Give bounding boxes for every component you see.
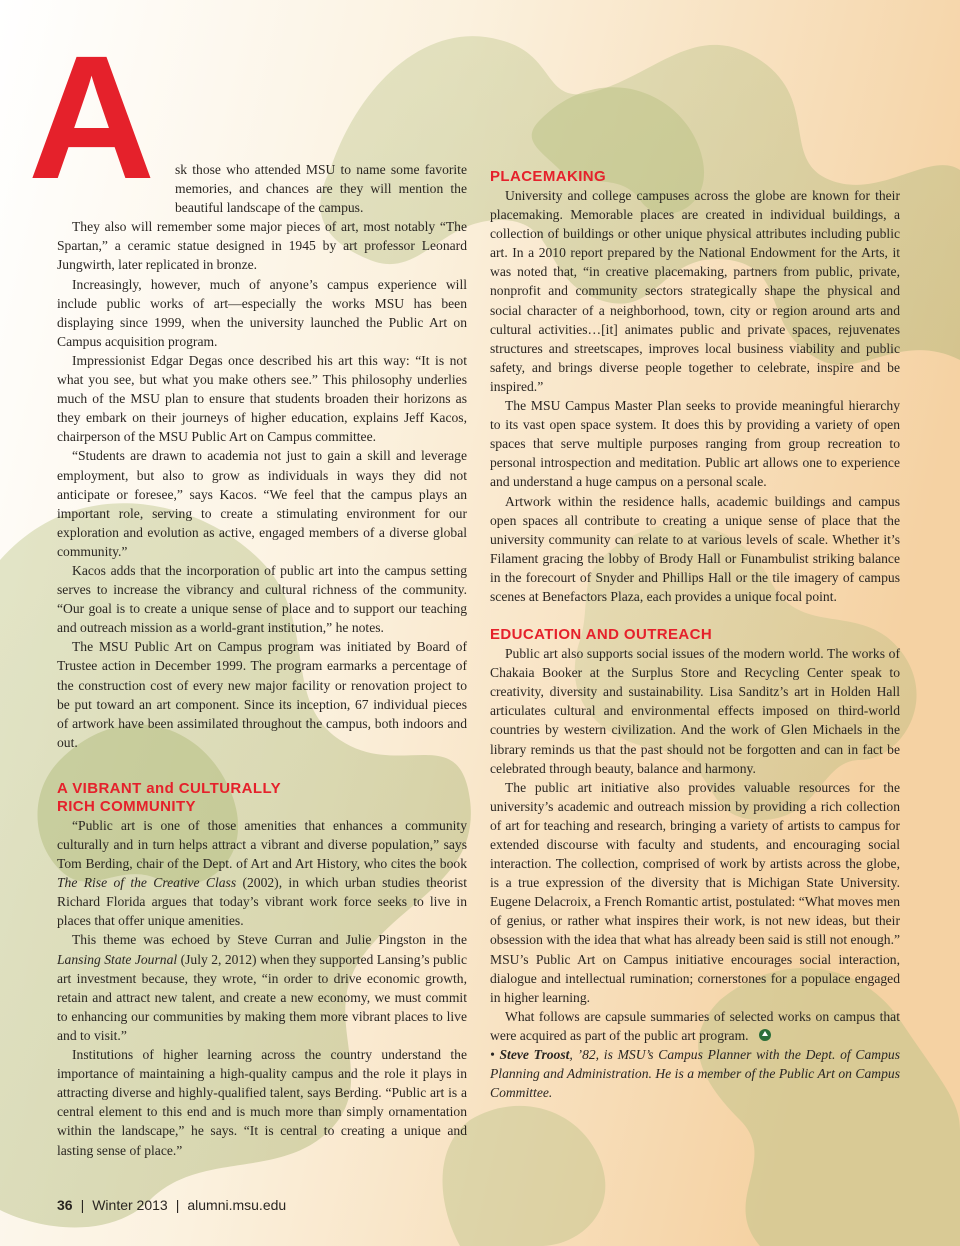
paragraph-text: What follows are capsule summaries of selected works on campus that were acquired as part of the public art program. bbox=[490, 1008, 900, 1043]
paragraph-text: (July 2, 2012) when they supported Lansing’s public art investment because, they wrote, “in order to drive economic growth, retain and attract new talent, and create a new economy, we must commit to enhancing our communities by making them more vibrant places to live and to visit.” bbox=[57, 951, 467, 1043]
body-paragraph: University and college campuses across the globe are known for their placemaking. Memorable places are created in individual buildings, a collection of buildings or other unique physical attributes including public art. In a 2010 report prepared by the National Endowment for the Arts, it was noted that, “in creative placemaking, partners from public, private, nonprofit and community sectors strategically shape the physical and social character of a neighborhood, town, city or region around arts and cultural activities…[it] animates public and private spaces, rejuvenates structures and streetscapes, improves local business viability and public safety, and brings diverse people together to celebrate, inspire and be inspired.” bbox=[490, 188, 900, 394]
body-paragraph: They also will remember some major pieces of art, most notably “The Spartan,” a ceramic statue designed in 1945 by art professor Leonard Jungwirth, later replicated in bronze. bbox=[57, 219, 467, 273]
body-paragraph bbox=[490, 1007, 900, 1045]
website-link[interactable]: alumni.msu.edu bbox=[187, 1197, 287, 1213]
body-paragraph: Impressionist Edgar Degas once described his art this way: “It is not what you see, but what you make others see.” This philosophy underlies much of the MSU plan to ensure that students broaden their horizons as they embark on their journeys of higher education, explains Jeff Kacos, chairperson of the MSU Public Art on Campus committee. bbox=[57, 352, 467, 445]
body-paragraph: The MSU Campus Master Plan seeks to provide meaningful hierarchy to its vast open space system. It does this by providing a variety of open spaces that serve multiple purposes ranging from group recreation to personal introspection and meditation. Public art allows one to experience and understand a huge campus on a personal scale. bbox=[490, 398, 900, 490]
section-heading-placemaking: PLACEMAKING bbox=[490, 168, 607, 185]
body-paragraph: Institutions of higher learning across the country understand the importance of maintaining a high-quality campus and the role it plays in attracting diverse and highly-qualified talent, says Berding. “Public art is a central element to this end and is much more than simply ornamentation within the landscape,” he says. “It is central to creating a unique and lasting sense of place.” bbox=[57, 1047, 467, 1158]
author-name: Steve Troost bbox=[499, 1047, 570, 1063]
body-paragraph: Kacos adds that the incorporation of public art into the campus setting serves to increase the vibrancy and cultural richness of the community. “Our goal is to create a unique sense of place and to support our teaching and outreach mission as a world-grant institution,” he notes. bbox=[57, 562, 467, 636]
spartan-helmet-icon bbox=[759, 1029, 771, 1041]
footer-separator: | bbox=[80, 1197, 85, 1213]
author-bio bbox=[490, 1045, 900, 1102]
body-paragraph: The public art initiative also provides valuable resources for the university’s academic and outreach mission by providing a rich collection of art for teaching and research, bringing a variety of artists to campus for extended discourse with faculty and students, and encouraging social interaction. The collection, comprised of work by artists across the globe, is a true expression of the diversity that is Michigan State University. Eugene Delacroix, a French Romantic artist, postulated: “What moves men of genius, or rather what inspires their work, is not new ideas, but their obsession with the idea that what has already been said is still not enough.” MSU’s Public Art on Campus initiative encourages social interaction, dialogue and intellectual rumination; cornerstones for a populace engaged in higher learning. bbox=[490, 779, 900, 1005]
bio-text: , ’82, is MSU’s Campus Planner with the Dept. of Campus Planning and Administration. He is a member of the Public Art on Campus Committee. bbox=[490, 1047, 900, 1101]
section-heading-line: A VIBRANT and CULTURALLY bbox=[57, 779, 282, 797]
section-heading-vibrant bbox=[57, 780, 467, 816]
section-heading-education: EDUCATION AND OUTREACH bbox=[490, 626, 713, 644]
bio-bullet: • bbox=[490, 1047, 495, 1063]
book-title: The Rise of the Creative Class bbox=[57, 875, 237, 891]
drop-cap-letter: A bbox=[28, 20, 156, 216]
footer-separator: | bbox=[175, 1197, 180, 1213]
body-paragraph: Increasingly, however, much of anyone’s campus experience will include public works of art—especially the works MSU has been displaying since 1999, when the university launched the Public Art on Campus acquisition program. bbox=[57, 276, 467, 349]
left-column bbox=[57, 160, 467, 1160]
body-paragraph bbox=[57, 930, 467, 1045]
page-number: 36 bbox=[57, 1197, 73, 1213]
body-paragraph: The MSU Public Art on Campus program was initiated by Board of Trustee action in December 1999. The program earmarks a percentage of the construction cost of every new major facility or renovation project to be put toward an art component. Since its inception, 67 individual pieces of artwork have been assimilated throughout the campus, both indoors and out. bbox=[57, 639, 467, 750]
body-paragraph: Public art also supports social issues of the modern world. The works of Chakaia Booker at the Surplus Store and Recycling Center speak to creativity, diversity and sustainability. Lisa Sanditz’s art in Holden Hall articulates cultural and environmental effects imposed on third-world countries by western civilization. And the work of Glen Michaels in the library reminds us that the past should not be forgotten and can in fact be celebrated through beauty, balance and harmony. bbox=[490, 646, 900, 776]
right-column bbox=[490, 168, 900, 1102]
paragraph-text: This theme was echoed by Steve Curran and Julie Pingston in the bbox=[72, 932, 467, 948]
issue-label: Winter 2013 bbox=[92, 1197, 168, 1213]
body-paragraph: Artwork within the residence halls, academic buildings and campus open spaces all contribute to creating a unique sense of place that the university community can relate to at various levels of scale. Whether it’s Filament gracing the lobby of Brody Hall or Funambulist striking balance in the forecourt of Snyder and Phillips Hall or the tile imagery of campus scenes at Benefactors Plaza, each provides a unique focal point. bbox=[490, 493, 900, 604]
newspaper-title: Lansing State Journal bbox=[57, 951, 178, 967]
section-heading-line: RICH COMMUNITY bbox=[57, 797, 196, 815]
intro-paragraph: sk those who attended MSU to name some favorite memories, and chances are they will mention the beautiful landscape of the campus. bbox=[175, 162, 467, 216]
body-paragraph: “Students are drawn to academia not just to gain a skill and leverage employment, but also to grow as individuals in ways they did not anticipate or foresee,” says Kacos. “We feel that the campus plays an important role, serving to create a stimulating environment for our exploration and evolution as active, engaged members of a diverse global community.” bbox=[57, 448, 467, 559]
body-paragraph bbox=[57, 816, 467, 931]
paragraph-text: “Public art is one of those amenities that enhances a community culturally and in turn helps attract a vibrant and diverse population,” says Tom Berding, chair of the Dept. of Art and Art History, who cites the book bbox=[57, 817, 467, 872]
paragraph-text: (2002), in which urban studies theorist Richard Florida argues that today’s vibrant work force seeks to live in places that offer unique amenities. bbox=[57, 875, 467, 929]
page-footer bbox=[57, 1197, 286, 1213]
